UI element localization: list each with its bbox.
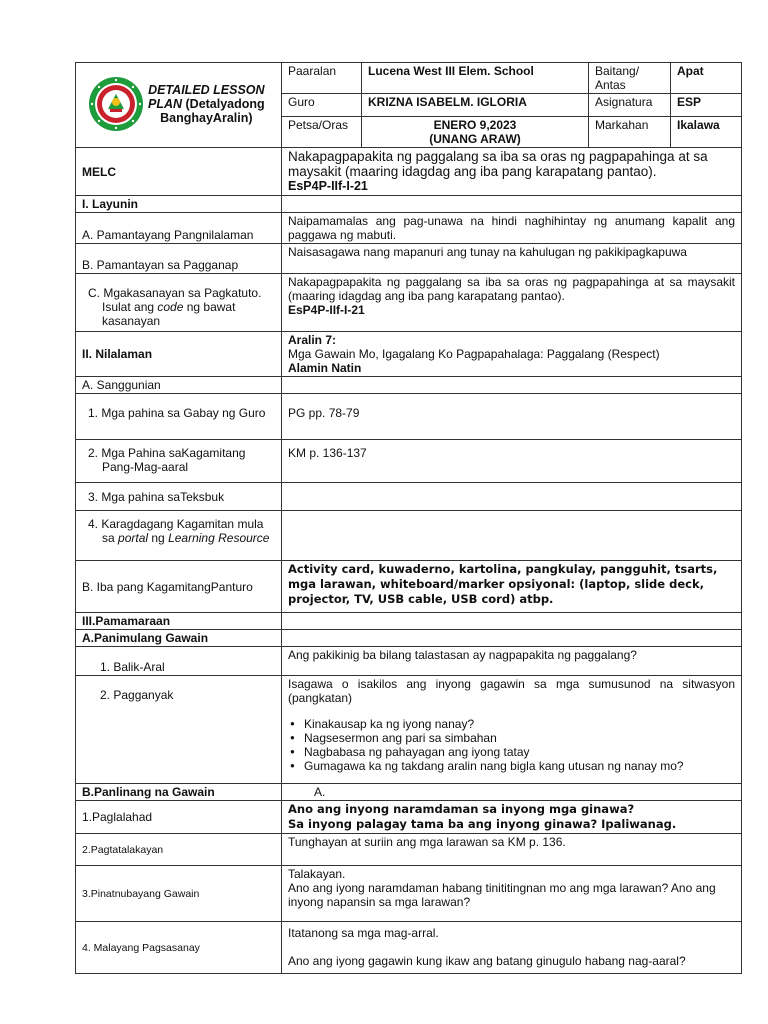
markahan-label: Markahan [589,117,671,148]
list-item: ● Nagsesermon ang pari sa simbahan [302,731,735,745]
malayang-pagsasanay-text: Itatanong sa mga mag-arral. Ano ang iyong gagawin kung ikaw ang batang ginugulo habang nag-aaral? [282,922,742,974]
document-title: DETAILED LESSON PLAN (Detalyadong BanghayAralin) [148,83,265,125]
markahan-value: Ikalawa [671,117,742,148]
asignatura-label: Asignatura [589,94,671,117]
pamantayan-sa-pagganap-text: Naisasagawa nang mapanuri ang tunay na kahulugan ng pakikipagkapuwa [282,244,742,274]
paaralan-value: Lucena West III Elem. School [362,63,589,94]
list-item: ● Gumagawa ka ng takdang aralin nang bigla kang utusan ng nanay mo? [302,759,735,773]
pamantayan-sa-pagganap-label: B. Pamantayan sa Pagganap [76,244,282,274]
pamamaraan-heading: III.Pamamaraan [76,613,282,630]
kagamitang-mag-aaral-value: KM p. 136-137 [282,440,742,483]
pagganyak-list [288,717,735,773]
kagamitang-mag-aaral-label: 2. Mga Pahina saKagamitang Pang-Mag-aaral [76,440,282,483]
melc-label: MELC [76,148,282,196]
paglalahad-label: 1.Paglalahad [76,801,282,834]
baitang-label: Baitang/ Antas [589,63,671,94]
teksbuk-label: 3. Mga pahina saTeksbuk [76,483,282,511]
karagdagang-kagamitan-label: 4. Karagdagang Kagamitan mula sa portal ng Learning Resource [76,511,282,561]
petsa-label: Petsa/Oras [282,117,362,148]
pinatnubayang-gawain-text: Talakayan. Ano ang iyong naramdaman habang tinititingnan mo ang mga larawan? Ano ang inyong napansin sa mga larawan? [282,866,742,922]
petsa-value: ENERO 9,2023 (UNANG ARAW) [362,117,589,148]
asignatura-value: ESP [671,94,742,117]
guro-value: KRIZNA ISABELM. IGLORIA [362,94,589,117]
panlinang-gawain-heading: B.Panlinang na Gawain [76,784,282,801]
pinatnubayang-gawain-label: 3.Pinatnubayang Gawain [76,866,282,922]
teksbuk-value [282,483,742,511]
mga-kasanayan-text: Nakapagpapakita ng paggalang sa iba sa oras ng pagpapahinga at sa maysakit (maaring idagdag ang iba pang karapatang pantao). EsP4P-IIf-I-21 [282,274,742,332]
pagtatalakayan-label: 2.Pagtatalakayan [76,834,282,866]
layunin-heading: I. Layunin [76,196,282,213]
header-title-cell [76,63,282,148]
malayang-pagsasanay-label: 4. Malayang Pagsasanay [76,922,282,974]
iba-pang-kagamitan-value: Activity card, kuwaderno, kartolina, pangkulay, pangguhit, tsarts, mga larawan, whiteboard/marker opsiyonal: (laptop, slide deck, projector, TV, USB cable, USB cord) atbp. [282,561,742,613]
gabay-guro-label: 1. Mga pahina sa Gabay ng Guro [76,394,282,440]
baitang-value: Apat [671,63,742,94]
panlinang-gawain-value: A. [282,784,742,801]
pagganyak-label: 2. Pagganyak [76,676,282,784]
iba-pang-kagamitan-label: B. Iba pang KagamitangPanturo [76,561,282,613]
melc-text: Nakapagpapakita ng paggalang sa iba sa oras ng pagpapahinga at sa maysakit (maaring idagdag ang iba pang karapatang pantao). EsP4P-IIf-I-21 [282,148,742,196]
balik-aral-label: 1. Balik-Aral [76,647,282,676]
pagtatalakayan-text: Tunghayan at suriin ang mga larawan sa KM p. 136. [282,834,742,866]
panimulang-gawain-heading: A.Panimulang Gawain [76,630,282,647]
karagdagang-kagamitan-value [282,511,742,561]
nilalaman-heading: II. Nilalaman [76,332,282,377]
paaralan-label: Paaralan [282,63,362,94]
guro-label: Guro [282,94,362,117]
list-item: ● Nagbabasa ng pahayagan ang iyong tatay [302,745,735,759]
gabay-guro-value: PG pp. 78-79 [282,394,742,440]
mga-kasanayan-label: C. Mgakasanayan sa Pagkatuto. Isulat ang code ng bawat kasanayan [76,274,282,332]
school-seal-icon [88,76,144,132]
pamantayang-pangnilalaman-text: Naipamamalas ang pag-unawa na hindi naghihintay ng anumang kapalit ang paggawa ng mabuti. [282,213,742,244]
pamantayang-pangnilalaman-label: A. Pamantayang Pangnilalaman [76,213,282,244]
lesson-plan-page [75,62,741,974]
lesson-plan-table [75,62,742,974]
list-item: ● Kinakausap ka ng iyong nanay? [302,717,735,731]
nilalaman-text: Aralin 7: Mga Gawain Mo, Igagalang Ko Pagpapahalaga: Paggalang (Respect) Alamin Natin [282,332,742,377]
paglalahad-text: Ano ang inyong naramdaman sa inyong mga ginawa? Sa inyong palagay tama ba ang inyong ginawa? Ipaliwanag. [282,801,742,834]
sanggunian-heading: A. Sanggunian [76,377,282,394]
balik-aral-text: Ang pakikinig ba bilang talastasan ay nagpapakita ng paggalang? [282,647,742,676]
pagganyak-text: Isagawa o isakilos ang inyong gagawin sa mga sumusunod na sitwasyon (pangkatan) ● Kinakausap ka ng iyong nanay? ● Nagsesermon ang pari sa simbahan ● Nagbabasa ng pahayagan ang iyong tatay ● Gumagawa ka ng takdang aralin nang bigla kang utusan ng nanay mo? [282,676,742,784]
